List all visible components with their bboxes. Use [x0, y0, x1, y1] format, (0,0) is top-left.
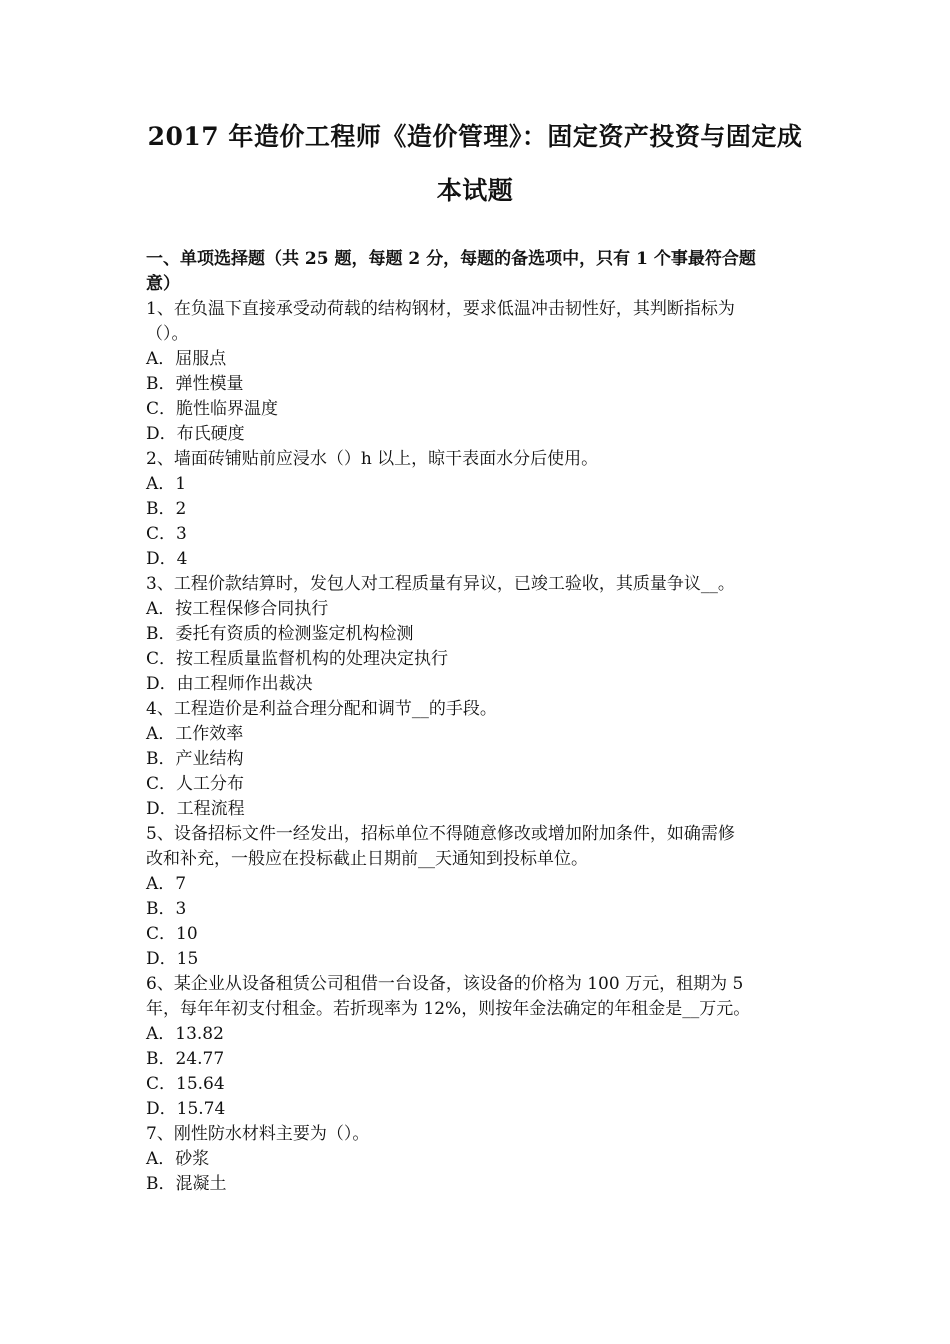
question-3: [146, 572, 811, 697]
question-stem-line: 7、刚性防水材料主要为（）。: [146, 1124, 370, 1144]
question-stem-line: 5、设备招标文件一经发出，招标单位不得随意修改或增加附加条件，如确需修: [146, 824, 735, 844]
answer-option: D．工程流程: [146, 799, 245, 819]
question-6: [146, 972, 811, 1122]
answer-option: D．4: [146, 549, 188, 569]
question-stem-line: 年，每年年初支付租金。若折现率为 12%，则按年金法确定的年租金是__万元。: [146, 999, 751, 1019]
answer-option: C．3: [146, 524, 187, 544]
title-line-2: 本试题: [436, 176, 514, 205]
answer-option: D．由工程师作出裁决: [146, 674, 313, 694]
question-stem-line: 3、工程价款结算时，发包人对工程质量有异议，已竣工验收，其质量争议__。: [146, 574, 735, 594]
question-stem-line: （）。: [146, 324, 189, 344]
answer-option: A．13.82: [146, 1024, 224, 1044]
section-heading-line-1: 一、单项选择题（共 25 题，每题 2 分，每题的备选项中，只有 1 个事最符合题: [146, 249, 756, 269]
answer-option: A．7: [146, 874, 187, 894]
question-list: [146, 297, 811, 1197]
answer-option: A．按工程保修合同执行: [146, 599, 329, 619]
section-heading: [146, 247, 811, 297]
answer-option: C．15.64: [146, 1074, 225, 1094]
answer-option: D．布氏硬度: [146, 424, 245, 444]
answer-option: C．按工程质量监督机构的处理决定执行: [146, 649, 449, 669]
answer-option: A．1: [146, 474, 187, 494]
question-5: [146, 822, 811, 972]
answer-option: C．10: [146, 924, 198, 944]
question-1: [146, 297, 811, 447]
answer-option: D．15.74: [146, 1099, 226, 1119]
question-stem-line: 1、在负温下直接承受动荷载的结构钢材，要求低温冲击韧性好，其判断指标为: [146, 299, 735, 319]
answer-option: C．脆性临界温度: [146, 399, 279, 419]
answer-option: D．15: [146, 949, 199, 969]
title-line-1: 2017 年造价工程师《造价管理》：固定资产投资与固定成: [147, 122, 803, 151]
answer-option: B．混凝土: [146, 1174, 227, 1194]
document-title: [100, 110, 850, 218]
answer-option: B．2: [146, 499, 187, 519]
section-heading-line-2: 意）: [146, 274, 180, 294]
document-body: [146, 247, 811, 1197]
answer-option: C．人工分布: [146, 774, 245, 794]
answer-option: B．产业结构: [146, 749, 244, 769]
question-2: [146, 447, 811, 572]
answer-option: B．委托有资质的检测鉴定机构检测: [146, 624, 414, 644]
question-stem-line: 6、某企业从设备租赁公司租借一台设备，该设备的价格为 100 万元，租期为 5: [146, 974, 744, 994]
question-4: [146, 697, 811, 822]
question-stem-line: 4、工程造价是利益合理分配和调节__的手段。: [146, 699, 497, 719]
question-stem-line: 2、墙面砖铺贴前应浸水（）h 以上，晾干表面水分后使用。: [146, 449, 599, 469]
question-7: [146, 1122, 811, 1197]
answer-option: A．工作效率: [146, 724, 244, 744]
answer-option: B．弹性模量: [146, 374, 244, 394]
answer-option: A．屈服点: [146, 349, 227, 369]
answer-option: B．3: [146, 899, 187, 919]
question-stem-line: 改和补充，一般应在投标截止日期前__天通知到投标单位。: [146, 849, 588, 869]
answer-option: A．砂浆: [146, 1149, 210, 1169]
answer-option: B．24.77: [146, 1049, 225, 1069]
